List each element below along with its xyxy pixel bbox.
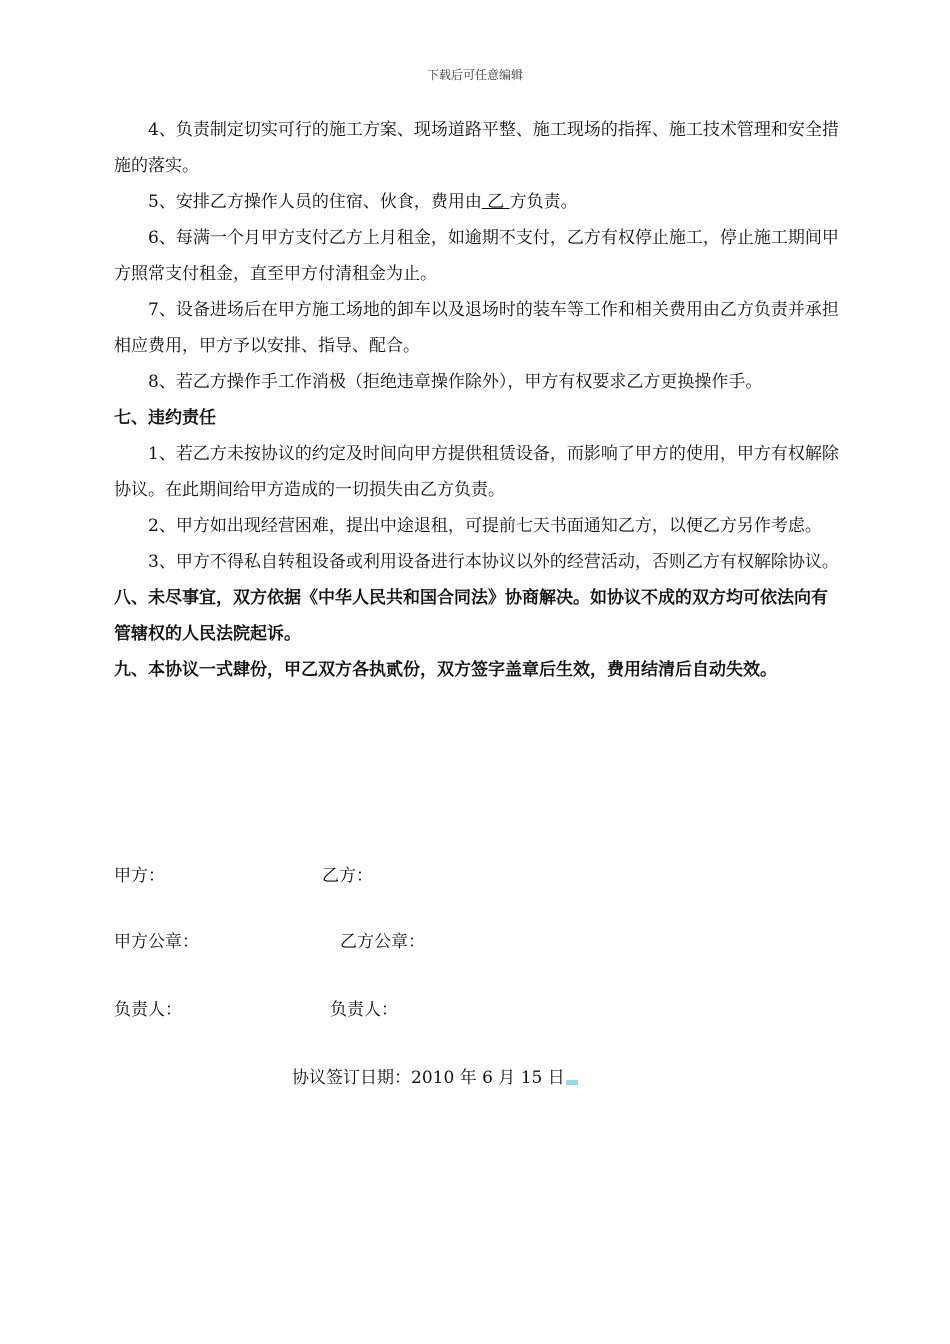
party-a-label: 甲方： bbox=[114, 866, 165, 886]
section-8-dispute-clause: 八、未尽事宜，双方依据《中华人民共和国合同法》协商解决。如协议不成的双方均可依法向有管辖权的人民法院起诉。 bbox=[114, 588, 828, 644]
liability-clause-3: 3、甲方不得私自转租设备或利用设备进行本协议以外的经营活动，否则乙方有权解除协议。 bbox=[148, 552, 839, 572]
signing-date-line bbox=[292, 1066, 578, 1090]
obligation-item-7: 7、设备进场后在甲方施工场地的卸车以及退场时的装车等工作和相关费用由乙方负责并承担相应费用，甲方予以安排、指导、配合。 bbox=[114, 300, 839, 356]
liability-clause-1: 1、若乙方未按协议的约定及时间向甲方提供租赁设备，而影响了甲方的使用，甲方有权解除协议。在此期间给甲方造成的一切损失由乙方负责。 bbox=[114, 444, 839, 500]
signing-date: 协议签订日期：2010 年 6 月 15 日 bbox=[292, 1068, 565, 1088]
item-5-text-after: 方负责。 bbox=[509, 192, 578, 212]
text-cursor-marker bbox=[566, 1080, 578, 1085]
party-a-representative-label: 负责人： bbox=[114, 1000, 182, 1020]
liability-clause-2: 2、甲方如出现经营困难，提出中途退租，可提前七天书面通知乙方，以便乙方另作考虑。 bbox=[148, 516, 822, 536]
obligation-item-6: 6、每满一个月甲方支付乙方上月租金，如逾期不支付，乙方有权停止施工，停止施工期间甲方照常支付租金，直至甲方付清租金为止。 bbox=[114, 228, 839, 284]
party-b-representative-label: 负责人： bbox=[330, 1000, 398, 1020]
party-b-seal-label: 乙方公章： bbox=[340, 932, 425, 952]
obligation-item-8: 8、若乙方操作手工作消极（拒绝违章操作除外），甲方有权要求乙方更换操作手。 bbox=[148, 372, 763, 392]
party-b-label: 乙方： bbox=[322, 866, 373, 886]
obligation-item-4: 4、负责制定切实可行的施工方案、现场道路平整、施工现场的指挥、施工技术管理和安全措施的落实。 bbox=[114, 120, 839, 176]
document-body bbox=[114, 112, 844, 688]
item-5-responsible-party: 乙 bbox=[481, 192, 510, 212]
obligation-item-5 bbox=[114, 184, 844, 220]
party-a-seal-label: 甲方公章： bbox=[114, 932, 199, 952]
item-5-text-before: 5、安排乙方操作人员的住宿、伙食，费用由 bbox=[148, 192, 482, 212]
section-9-copies-clause: 九、本协议一式肆份，甲乙双方各执贰份，双方签字盖章后生效，费用结清后自动失效。 bbox=[114, 660, 777, 680]
page-header: 下载后可任意编辑 bbox=[426, 68, 523, 82]
section-7-heading: 七、违约责任 bbox=[114, 408, 216, 428]
